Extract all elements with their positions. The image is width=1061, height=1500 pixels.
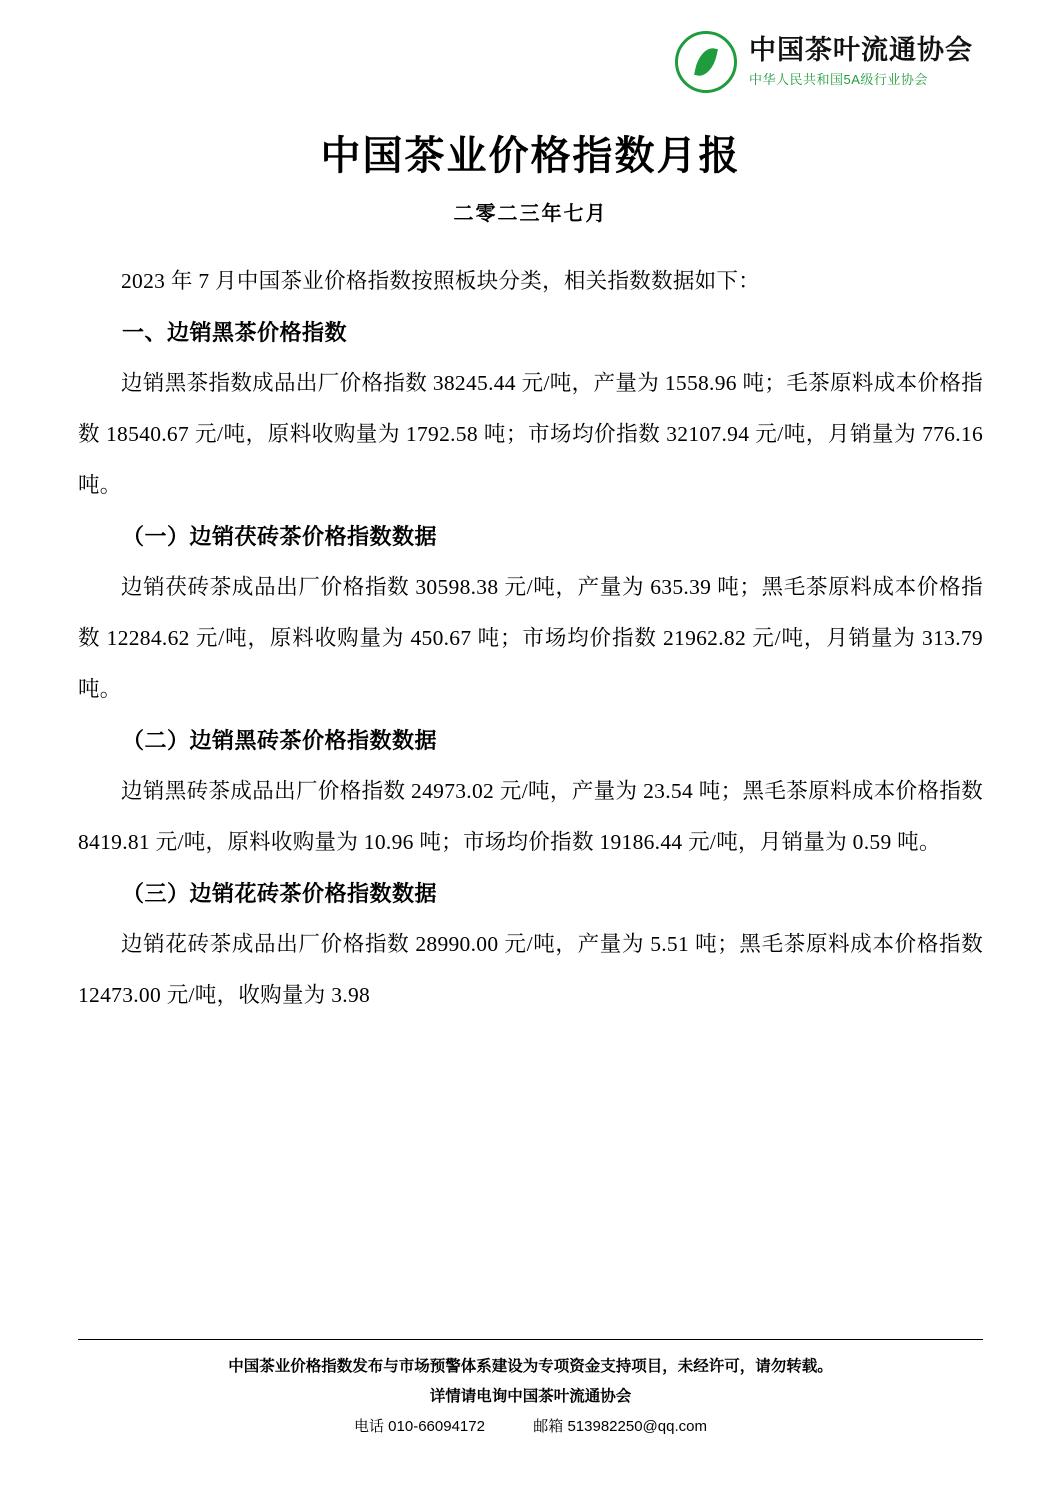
- tea-leaf-circle-icon: [675, 31, 737, 93]
- section-paragraph-4: 边销花砖茶成品出厂价格指数 28990.00 元/吨，产量为 5.51 吨；黑毛茶原料成本价格指数 12473.00 元/吨，收购量为 3.98: [78, 932, 983, 1007]
- intro-paragraph: 2023 年 7 月中国茶业价格指数按照板块分类，相关指数数据如下：: [121, 269, 761, 293]
- section-heading-1: 一、边销黑茶价格指数: [122, 320, 348, 345]
- organization-subtitle: 中华人民共和国5A级行业协会: [749, 72, 928, 88]
- logo-text-block: [749, 36, 973, 89]
- page-footer: [78, 1339, 983, 1442]
- footer-contact-row: [78, 1412, 983, 1442]
- footer-contact-note: 详情请电询中国茶叶流通协会: [429, 1388, 632, 1405]
- section-heading-3: （二）边销黑砖茶价格指数数据: [122, 728, 438, 753]
- page-title: 中国茶业价格指数月报: [320, 134, 741, 178]
- document-body: [78, 256, 983, 1021]
- section-paragraph-3: 边销黑砖茶成品出厂价格指数 24973.02 元/吨，产量为 23.54 吨；黑毛茶原料成本价格指数 8419.81 元/吨，原料收购量为 10.96 吨；市场均价指数 19186.44 元/吨，月销量为 0.59 吨。: [78, 779, 983, 854]
- footer-email: 邮箱 513982250@qq.com: [533, 1418, 707, 1435]
- organization-name: 中国茶叶流通协会: [749, 34, 973, 65]
- page-subtitle: 二零二三年七月: [453, 203, 608, 225]
- section-heading-4: （三）边销花砖茶价格指数数据: [122, 881, 438, 906]
- section-heading-2: （一）边销茯砖茶价格指数数据: [122, 524, 438, 549]
- leaf-shape: [694, 45, 718, 78]
- association-logo: [78, 26, 983, 98]
- footer-notice: 中国茶业价格指数发布与市场预警体系建设为专项资金支持项目，未经许可，请勿转载。: [228, 1358, 833, 1375]
- footer-phone: 电话 010-66094172: [354, 1418, 485, 1435]
- section-paragraph-1: 边销黑茶指数成品出厂价格指数 38245.44 元/吨，产量为 1558.96 吨；毛茶原料成本价格指数 18540.67 元/吨，原料收购量为 1792.58 吨；市场均价指数 32107.94 元/吨，月销量为 776.16 吨。: [78, 371, 983, 497]
- section-paragraph-2: 边销茯砖茶成品出厂价格指数 30598.38 元/吨，产量为 635.39 吨；黑毛茶原料成本价格指数 12284.62 元/吨，原料收购量为 450.67 吨；市场均价指数 21962.82 元/吨，月销量为 313.79 吨。: [78, 575, 983, 701]
